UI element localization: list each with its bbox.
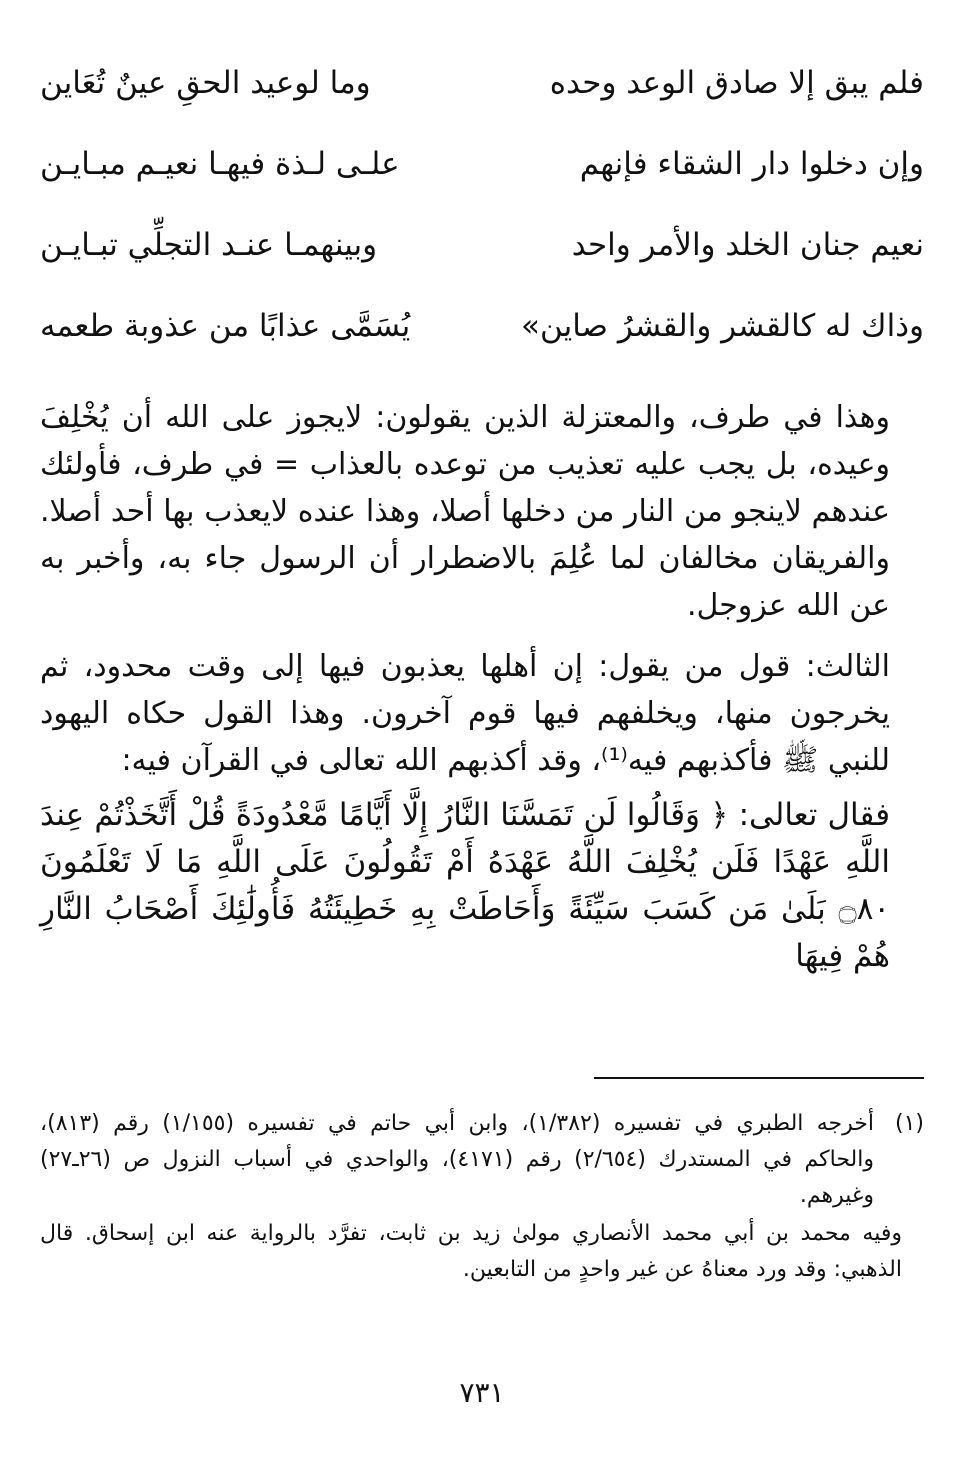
- quran-citation: [40, 792, 924, 980]
- verse-4-first-hemistich: وذاك له كالقشر والقشرُ صاين»: [521, 308, 924, 344]
- footnote-separator: [594, 1077, 924, 1079]
- footnote-1: [40, 1106, 924, 1214]
- page-body: [40, 58, 924, 980]
- footnote-1-text: أخرجه الطبري في تفسيره (١/٣٨٢)، وابن أبي حاتم في تفسيره (١/١٥٥) رقم (٨١٣)، والحاكم في المستدرك (٢/٦٥٤) رقم (٤١٧١)، والواحدي في أسباب النزول ص (٢٦ـ٢٧) وغيرهم.: [40, 1111, 874, 1208]
- page-number: ٧٣١: [459, 1376, 505, 1409]
- verse-2-first-hemistich: وإن دخلوا دار الشقاء فإنهم: [579, 146, 924, 182]
- verse-3: [40, 220, 924, 301]
- paragraph-mutazila: وهذا في طرف، والمعتزلة الذين يقولون: لايجوز على الله أن يُخْلِفَ وعيده، بل يجب عليه تعذيب من توعده بالعذاب = في طرف، فأولئك عندهم لاينجو من النار من دخلها أصلا، وهذا عنده لايعذب بها أحد أصلا. والفريقان مخالفان لما عُلِمَ بالاضطرار أن الرسول جاء به، وأخبر به عن الله عزوجل.: [40, 400, 890, 623]
- poetry-block: [40, 58, 924, 382]
- footnotes: [40, 1106, 924, 1288]
- footnote-1-number: (١): [894, 1111, 924, 1136]
- verse-3-first-hemistich: نعيم جنان الخلد والأمر واحد: [571, 227, 924, 263]
- verse-1-first-hemistich: فلم يبق إلا صادق الوعد وحده: [549, 65, 924, 101]
- verse-3-second-hemistich: وبينهمـا عنـد التجلِّي تبـايـن: [40, 227, 378, 263]
- paragraph-third-opinion: الثالث: قول من يقول: إن أهلها يعذبون فيها إلى وقت محدود، ثم يخرجون منها، ويخلفهم فيها قوم آخرون. وهذا القول حكاه اليهود للنبي ﷺ فأكذبهم فيه⁽¹⁾، وقد أكذبهم الله تعالى في القرآن فيه:: [40, 649, 890, 778]
- quran-verse: ﴿ وَقَالُوا لَن تَمَسَّنَا النَّارُ إِلَّا أَيَّامًا مَّعْدُودَةً قُلْ أَتَّخَذْتُمْ عِندَ اللَّهِ عَهْدًا فَلَن يُخْلِفَ اللَّهُ عَهْدَهُ أَمْ تَقُولُونَ عَلَى اللَّهِ مَا لَا تَعْلَمُونَ ۝٨٠ بَلَىٰ مَن كَسَبَ سَيِّئَةً وَأَحَاطَتْ بِهِ خَطِيئَتُهُ فَأُولَٰئِكَ أَصْحَابُ النَّارِ هُمْ فِيهَا: [40, 797, 890, 974]
- verse-1-second-hemistich: وما لوعيد الحقِ عينٌ تُعَاين: [40, 65, 371, 101]
- verse-1: [40, 58, 924, 139]
- verse-2: [40, 139, 924, 220]
- verse-4: [40, 301, 924, 382]
- verse-4-second-hemistich: يُسَمَّى عذابًا من عذوبة طعمه: [40, 308, 411, 344]
- footnote-note: وفيه محمد بن أبي محمد الأنصاري مولىٰ زيد بن ثابت، تفرَّد بالرواية عنه ابن إسحاق. قال الذهبي: وقد ورد معناهُ عن غير واحدٍ من التابعين.: [40, 1221, 902, 1282]
- quran-intro: فقال تعالى:: [728, 797, 891, 833]
- verse-2-second-hemistich: علـى لـذة فيهـا نعيـم مبـايـن: [40, 146, 400, 182]
